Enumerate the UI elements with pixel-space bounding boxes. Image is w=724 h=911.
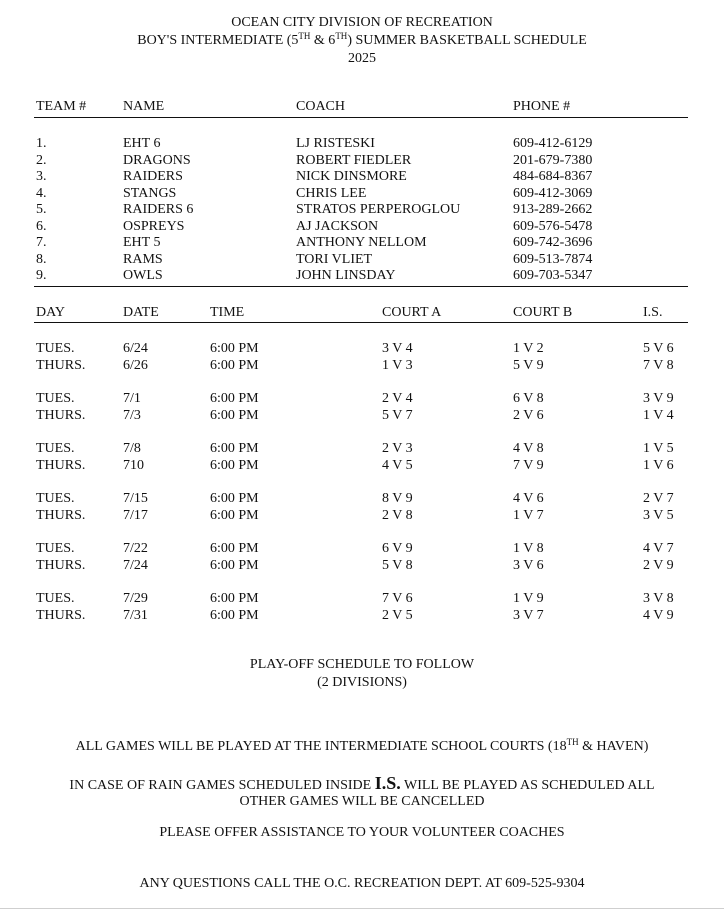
is-court-matchup: 4 V 9 <box>643 608 674 623</box>
playoff-divisions: (2 DIVISIONS) <box>317 675 407 690</box>
schedule-header-day: DAY <box>36 305 66 320</box>
game-day: THURS. <box>36 358 86 373</box>
team-phone: 913-289-2662 <box>513 202 593 217</box>
court-b-matchup: 3 V 7 <box>513 608 544 623</box>
team-number: 4. <box>36 185 47 201</box>
team-number: 6. <box>36 218 47 234</box>
page-edge-line <box>0 908 724 909</box>
schedule-header-is: I.S. <box>643 305 663 320</box>
teams-header-phone: PHONE # <box>513 99 571 114</box>
title-part: & 6 <box>310 33 336 48</box>
schedule-header-court-a: COURT A <box>382 305 442 320</box>
teams-header-team: TEAM # <box>36 99 87 114</box>
game-time: 6:00 PM <box>210 508 259 523</box>
game-day: THURS. <box>36 508 86 523</box>
game-day: TUES. <box>36 441 75 456</box>
game-time: 6:00 PM <box>210 391 259 406</box>
is-court-matchup: 1 V 5 <box>643 441 674 456</box>
is-court-matchup: 5 V 6 <box>643 341 674 356</box>
rain-note-is: I.S. <box>374 773 401 793</box>
court-b-matchup: 4 V 6 <box>513 491 544 506</box>
team-coach: LJ RISTESKI <box>296 136 375 151</box>
game-date: 7/1 <box>123 391 141 406</box>
teams-header-name: NAME <box>123 99 165 114</box>
schedule-header-rule <box>34 322 688 323</box>
teams-bottom-rule <box>34 286 688 287</box>
team-phone: 609-576-5478 <box>513 218 593 234</box>
rain-note-part: WILL BE PLAYED AS SCHEDULED ALL <box>400 778 655 793</box>
team-number: 2. <box>36 152 47 168</box>
game-time: 6:00 PM <box>210 608 259 623</box>
team-coach: JOHN LINSDAY <box>296 268 396 283</box>
team-phone: 609-412-3069 <box>513 185 593 201</box>
team-number: 9. <box>36 268 47 283</box>
game-date: 710 <box>123 458 144 473</box>
playoff-note: PLAY-OFF SCHEDULE TO FOLLOW <box>249 657 475 672</box>
game-day: TUES. <box>36 391 75 406</box>
game-date: 7/17 <box>123 508 148 523</box>
team-number: 7. <box>36 235 47 250</box>
team-coach: ROBERT FIEDLER <box>296 152 412 168</box>
game-time: 6:00 PM <box>210 441 259 456</box>
game-day: THURS. <box>36 558 86 573</box>
court-b-matchup: 6 V 8 <box>513 391 544 406</box>
court-b-matchup: 3 V 6 <box>513 558 544 573</box>
team-number: 8. <box>36 251 47 267</box>
team-phone: 201-679-7380 <box>513 152 593 168</box>
title-part: BOY'S INTERMEDIATE (5 <box>137 33 299 48</box>
team-name: EHT 6 <box>123 136 161 151</box>
game-day: THURS. <box>36 608 86 623</box>
court-b-matchup: 5 V 9 <box>513 358 544 373</box>
teams-header-coach: COACH <box>296 99 346 114</box>
game-time: 6:00 PM <box>210 541 259 556</box>
court-b-matchup: 7 V 9 <box>513 458 544 473</box>
court-a-matchup: 6 V 9 <box>382 541 413 556</box>
court-b-matchup: 2 V 6 <box>513 408 544 423</box>
game-date: 7/8 <box>123 441 141 456</box>
game-time: 6:00 PM <box>210 408 259 423</box>
team-coach: CHRIS LEE <box>296 185 367 201</box>
team-number: 1. <box>36 136 47 151</box>
team-coach: TORI VLIET <box>296 251 373 267</box>
is-court-matchup: 4 V 7 <box>643 541 674 556</box>
game-date: 7/3 <box>123 408 141 423</box>
schedule-title <box>0 33 724 49</box>
court-a-matchup: 2 V 3 <box>382 441 413 456</box>
courts-note-superscript: TH <box>566 737 579 747</box>
team-number: 5. <box>36 202 47 217</box>
game-time: 6:00 PM <box>210 358 259 373</box>
team-coach: STRATOS PERPEROGLOU <box>296 202 461 217</box>
schedule-header-court-b: COURT B <box>513 305 573 320</box>
court-a-matchup: 3 V 4 <box>382 341 413 356</box>
team-name: RAIDERS 6 <box>123 202 194 217</box>
schedule-header-time: TIME <box>210 305 245 320</box>
is-court-matchup: 3 V 8 <box>643 591 674 606</box>
team-coach: NICK DINSMORE <box>296 169 407 184</box>
court-a-matchup: 7 V 6 <box>382 591 413 606</box>
team-phone: 609-742-3696 <box>513 235 593 250</box>
title-superscript: TH <box>298 31 311 41</box>
team-name: STANGS <box>123 185 177 201</box>
court-a-matchup: 2 V 8 <box>382 508 413 523</box>
team-phone: 609-513-7874 <box>513 251 593 267</box>
game-date: 7/29 <box>123 591 148 606</box>
court-a-matchup: 4 V 5 <box>382 458 413 473</box>
game-day: TUES. <box>36 591 75 606</box>
game-date: 6/26 <box>123 358 148 373</box>
game-day: TUES. <box>36 341 75 356</box>
rain-note-line2: OTHER GAMES WILL BE CANCELLED <box>239 794 485 809</box>
team-number: 3. <box>36 169 47 184</box>
questions-note: ANY QUESTIONS CALL THE O.C. RECREATION DEPT. AT 609-525-9304 <box>139 876 585 891</box>
schedule-year: 2025 <box>348 51 376 66</box>
team-phone: 609-703-5347 <box>513 268 593 283</box>
game-time: 6:00 PM <box>210 558 259 573</box>
court-a-matchup: 5 V 8 <box>382 558 413 573</box>
game-date: 6/24 <box>123 341 148 356</box>
team-name: OSPREYS <box>123 218 185 234</box>
game-date: 7/24 <box>123 558 148 573</box>
court-b-matchup: 1 V 8 <box>513 541 544 556</box>
rain-note-part: IN CASE OF RAIN GAMES SCHEDULED INSIDE <box>69 778 375 793</box>
game-date: 7/31 <box>123 608 148 623</box>
game-time: 6:00 PM <box>210 341 259 356</box>
team-name: DRAGONS <box>123 152 191 168</box>
game-time: 6:00 PM <box>210 458 259 473</box>
team-phone: 484-684-8367 <box>513 169 593 184</box>
is-court-matchup: 2 V 7 <box>643 491 674 506</box>
court-a-matchup: 2 V 4 <box>382 391 413 406</box>
is-court-matchup: 3 V 9 <box>643 391 674 406</box>
courts-note-part: & HAVEN) <box>578 739 649 754</box>
team-name: RAMS <box>123 251 163 267</box>
teams-header-rule <box>34 117 688 118</box>
title-part: ) SUMMER BASKETBALL SCHEDULE <box>347 33 587 48</box>
organization-title: OCEAN CITY DIVISION OF RECREATION <box>231 15 493 30</box>
game-day: THURS. <box>36 408 86 423</box>
team-coach: ANTHONY NELLOM <box>296 235 427 250</box>
game-time: 6:00 PM <box>210 591 259 606</box>
team-coach: AJ JACKSON <box>296 218 379 234</box>
game-date: 7/22 <box>123 541 148 556</box>
court-b-matchup: 4 V 8 <box>513 441 544 456</box>
court-a-matchup: 2 V 5 <box>382 608 413 623</box>
court-a-matchup: 5 V 7 <box>382 408 413 423</box>
rain-note <box>0 775 724 794</box>
courts-note <box>0 739 724 755</box>
court-b-matchup: 1 V 7 <box>513 508 544 523</box>
team-name: OWLS <box>123 268 163 283</box>
is-court-matchup: 7 V 8 <box>643 358 674 373</box>
game-date: 7/15 <box>123 491 148 506</box>
court-b-matchup: 1 V 2 <box>513 341 544 356</box>
team-name: EHT 5 <box>123 235 161 250</box>
is-court-matchup: 3 V 5 <box>643 508 674 523</box>
is-court-matchup: 1 V 6 <box>643 458 674 473</box>
courts-note-part: ALL GAMES WILL BE PLAYED AT THE INTERMEDIATE SCHOOL COURTS (18 <box>75 739 567 754</box>
game-day: TUES. <box>36 541 75 556</box>
court-a-matchup: 1 V 3 <box>382 358 413 373</box>
game-time: 6:00 PM <box>210 491 259 506</box>
game-day: THURS. <box>36 458 86 473</box>
game-day: TUES. <box>36 491 75 506</box>
team-phone: 609-412-6129 <box>513 136 593 151</box>
title-superscript: TH <box>335 31 348 41</box>
is-court-matchup: 1 V 4 <box>643 408 674 423</box>
is-court-matchup: 2 V 9 <box>643 558 674 573</box>
court-b-matchup: 1 V 9 <box>513 591 544 606</box>
team-name: RAIDERS <box>123 169 183 184</box>
court-a-matchup: 8 V 9 <box>382 491 413 506</box>
schedule-header-date: DATE <box>123 305 159 320</box>
assistance-note: PLEASE OFFER ASSISTANCE TO YOUR VOLUNTEER COACHES <box>159 825 565 840</box>
